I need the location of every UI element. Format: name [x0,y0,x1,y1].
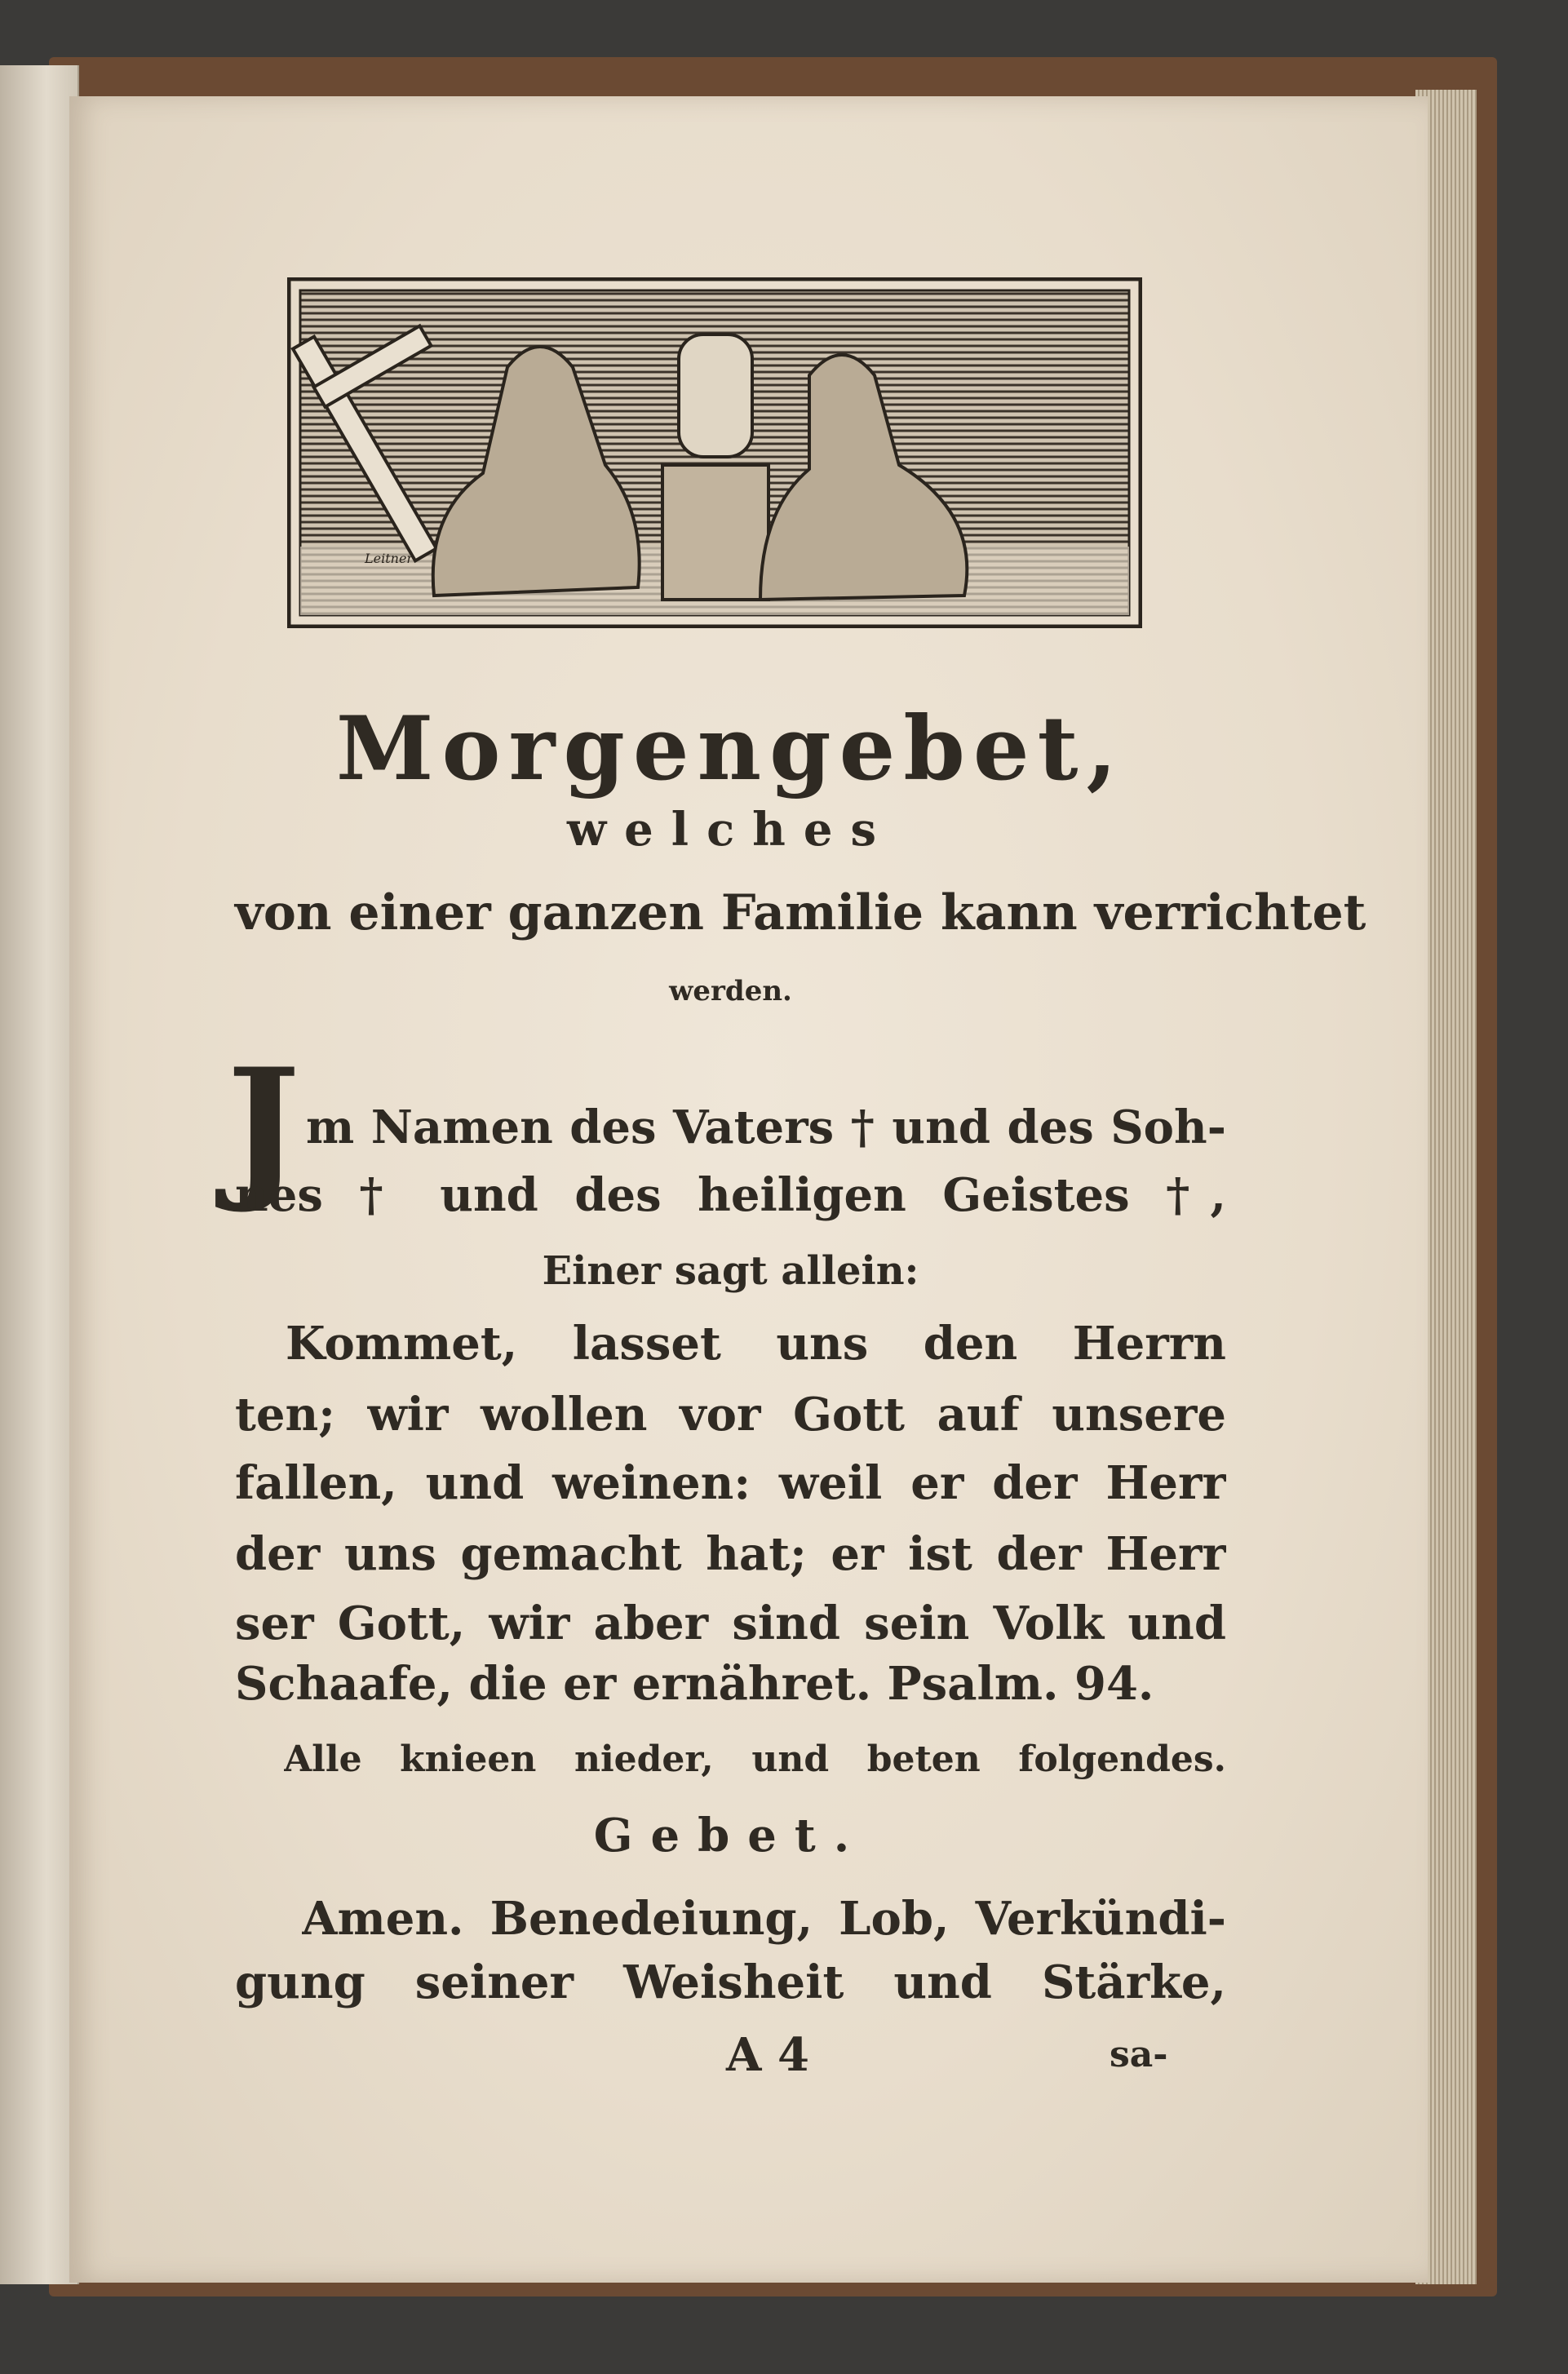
opening-line: m Namen des Vaters † und des Soh- [306,1101,1226,1154]
psalm-line: ser Gott, wir aber sind sein Volk und [235,1597,1226,1650]
woodcut-illustration [287,277,1142,628]
page-title: Morgengebet, [335,698,1126,800]
psalm-line: ten; wir wollen vor Gott auf unsere [235,1388,1226,1442]
opening-line: nes † und des heiligen Geistes †, [235,1168,1226,1222]
psalm-line: fallen, und weinen: weil er der Herr [235,1456,1226,1510]
psalm-line: der uns gemacht hat; er ist der Herr [235,1527,1226,1581]
subtitle-welches: welches [566,803,895,857]
psalm-line: Schaafe, die er ernähret. Psalm. 94. [235,1657,1154,1711]
left-page-edge [0,65,79,2284]
prayer-line: gung seiner Weisheit und Stärke, [235,1955,1226,2009]
rubric: Einer sagt allein: [542,1248,919,1294]
drop-cap: J [227,1034,300,1216]
subtitle-werden: werden. [669,975,792,1008]
catchword: sa- [1110,2034,1168,2075]
rubric: Alle knieen nieder, und beten folgendes. [284,1738,1226,1780]
tablets-icon [679,334,752,457]
prayer-line: Amen. Benedeiung, Lob, Verkündi- [302,1892,1226,1946]
woodcut-signature: Leitner [365,551,414,566]
pedestal [662,465,768,600]
subtitle-family: von einer ganzen Familie kann verrichtet [235,884,1366,941]
psalm-line: Kommet, lasset uns den Herrn [286,1317,1226,1371]
signature-mark: A 4 [726,2028,809,2082]
prayer-heading: Gebet. [593,1809,868,1862]
